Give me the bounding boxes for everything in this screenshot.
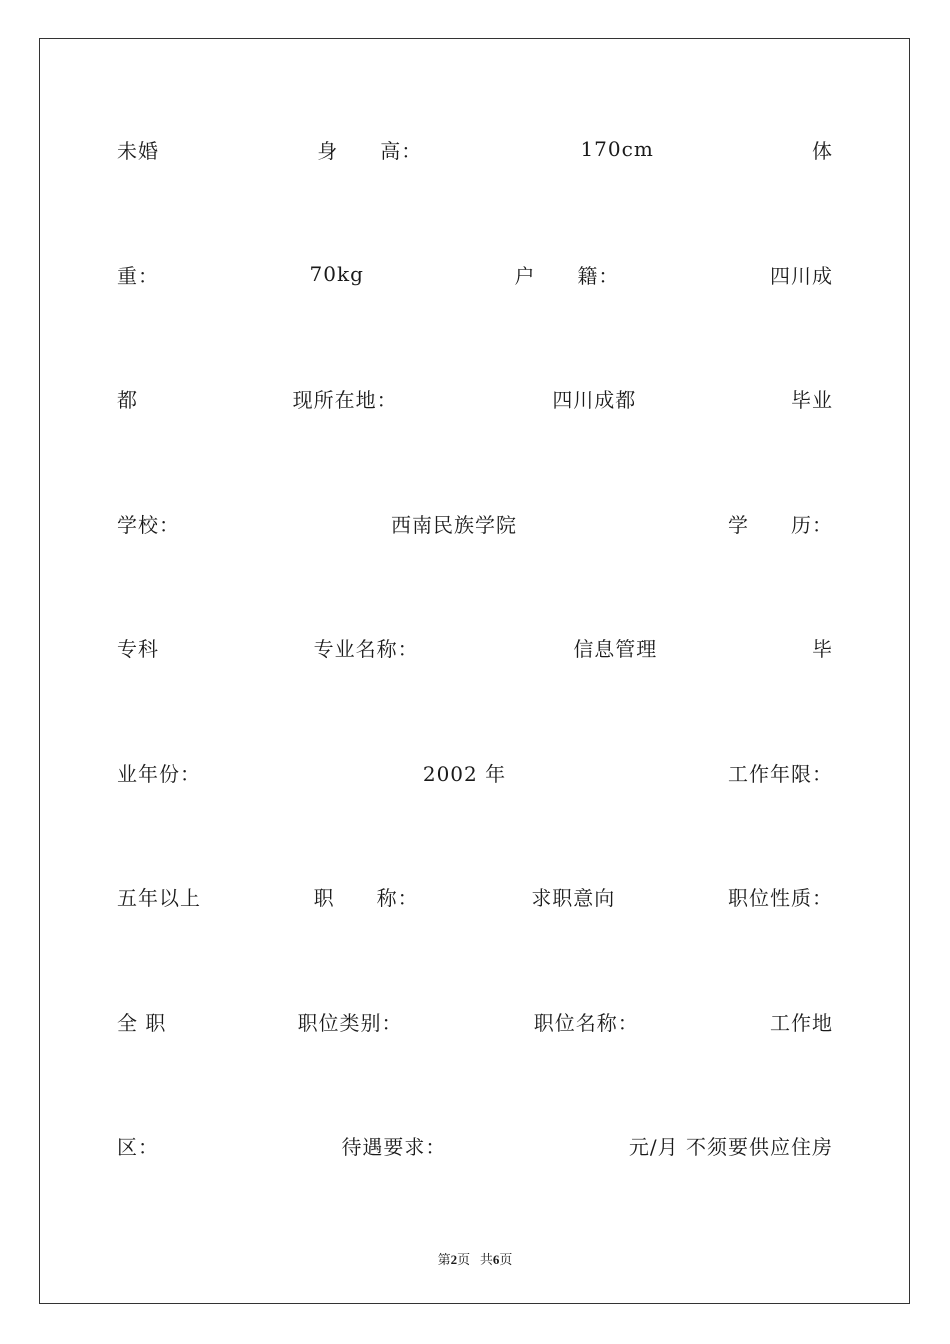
page-frame [39, 38, 910, 1304]
text-segment: 体 [812, 138, 833, 163]
text-segment: 全 职 [117, 1010, 167, 1035]
text-segment: 170cm [580, 137, 654, 161]
page-prefix: 第 [437, 1252, 451, 1267]
page-suffix: 页 [457, 1252, 471, 1267]
text-segment: 重： [117, 263, 159, 288]
text-segment: 70kg [309, 262, 364, 286]
text-segment: 毕业 [790, 387, 833, 412]
text-line-9 [117, 1130, 833, 1160]
text-segment: 2002 年 [422, 761, 507, 786]
text-line-2 [117, 259, 833, 289]
text-segment: 工作年限： [727, 761, 833, 786]
text-segment: 四川成 [769, 263, 833, 288]
text-segment: 职位类别： [297, 1010, 403, 1035]
text-line-8 [117, 1006, 833, 1036]
text-segment: 学校： [117, 512, 180, 537]
text-segment: 西南民族学院 [391, 512, 517, 537]
text-segment: 未婚 [117, 138, 159, 163]
text-segment: 户 籍： [514, 263, 620, 288]
total-suffix: 页 [499, 1252, 513, 1267]
text-line-7 [117, 881, 833, 911]
text-segment: 学 历： [728, 512, 833, 537]
text-segment: 求职意向 [531, 885, 616, 910]
text-segment: 工作地 [769, 1010, 833, 1035]
text-segment: 专科 [117, 636, 159, 661]
page-number: 2 [450, 1252, 458, 1267]
text-segment: 业年份： [117, 761, 201, 786]
text-segment: 五年以上 [117, 885, 201, 910]
text-segment: 专业名称： [313, 636, 419, 661]
text-segment: 职位性质： [727, 885, 833, 910]
text-segment: 四川成都 [552, 387, 637, 412]
text-segment: 职位名称： [533, 1010, 639, 1035]
text-segment: 信息管理 [573, 636, 658, 661]
text-line-1 [117, 134, 833, 164]
text-segment: 元/月 不须要供应住房 [628, 1134, 833, 1159]
text-segment: 现所在地： [292, 387, 398, 412]
text-line-5 [117, 632, 833, 662]
text-line-3 [117, 383, 833, 413]
text-segment: 待遇要求： [341, 1134, 447, 1159]
text-segment: 职 称： [313, 885, 419, 910]
text-line-4 [117, 508, 833, 538]
text-segment: 都 [117, 387, 138, 412]
text-segment: 区： [117, 1134, 159, 1159]
page-footer [0, 1249, 950, 1268]
text-line-6 [117, 757, 833, 787]
total-pages: 6 [492, 1252, 500, 1267]
text-segment: 身 高： [317, 138, 423, 163]
text-segment: 毕 [811, 636, 833, 661]
total-prefix: 共 [479, 1252, 493, 1267]
